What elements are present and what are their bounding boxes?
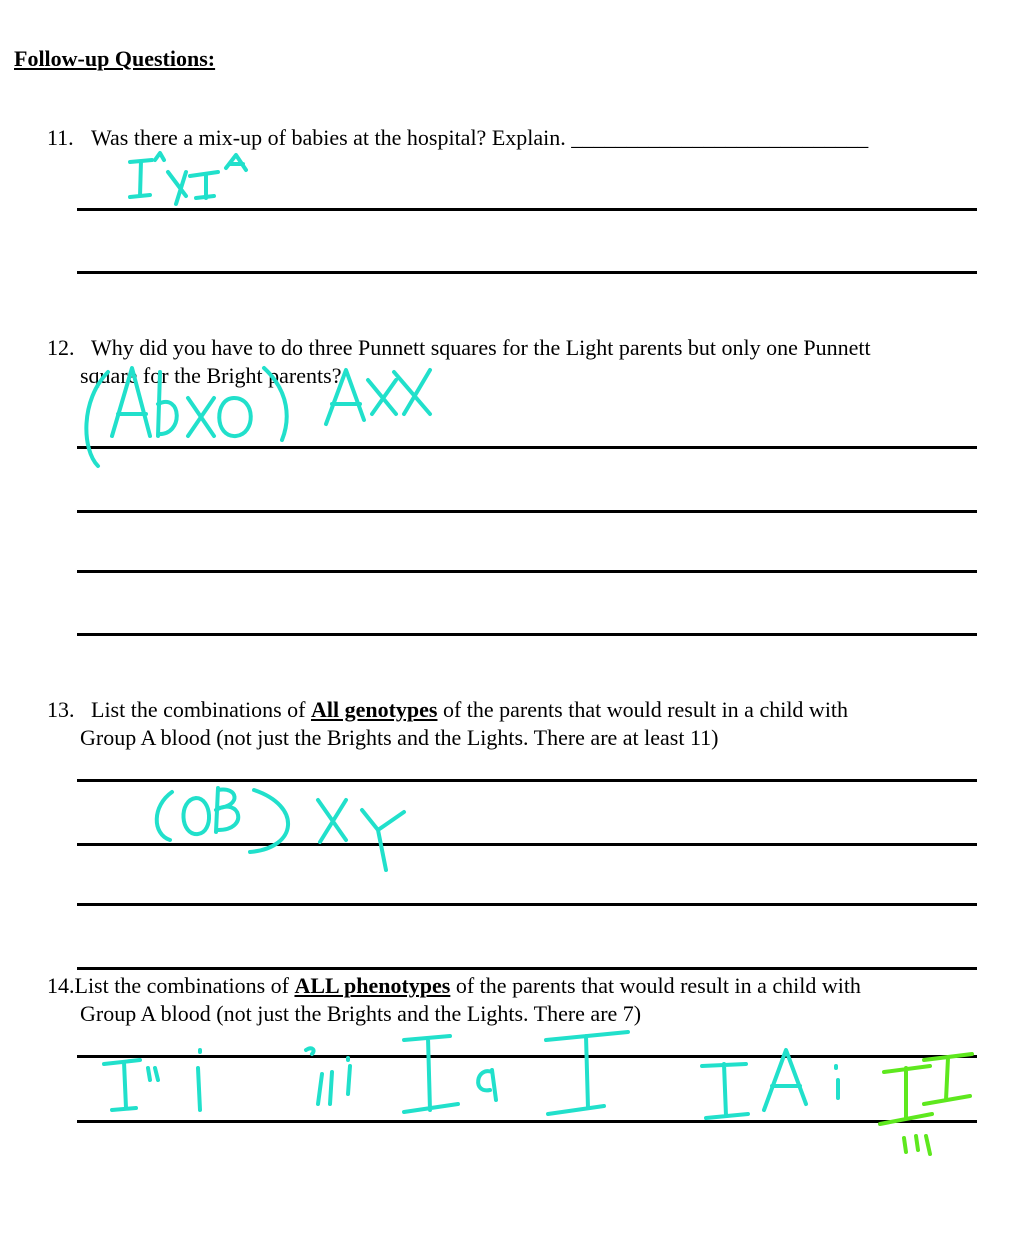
question-number: 14. (47, 973, 75, 998)
question-text-pre: List the combinations of (74, 973, 295, 998)
answer-line (77, 779, 977, 782)
question-text-line2: Group A blood (not just the Brights and the Lights. There are at least 11) (80, 725, 719, 750)
answer-line (77, 967, 977, 970)
answer-line (77, 633, 977, 636)
answer-line (77, 271, 977, 274)
question-13 (47, 696, 849, 750)
question-number: 13. (47, 697, 75, 722)
page-heading: Follow-up Questions: (14, 46, 216, 71)
question-text-post: of the parents that would result in a child with (450, 973, 861, 998)
question-12 (47, 334, 871, 388)
answer-line (77, 510, 977, 513)
answer-line (77, 1120, 977, 1123)
question-number: 11. (47, 125, 74, 150)
handwriting-q14-green (880, 1054, 972, 1154)
answer-line (77, 446, 977, 449)
question-14 (47, 972, 861, 1026)
question-text-line1: Why did you have to do three Punnett squares for the Light parents but only one Punnett (91, 335, 871, 360)
question-text-pre: List the combinations of (91, 697, 311, 722)
emphasis-all-genotypes: All genotypes (310, 697, 438, 722)
question-text-line2: square for the Bright parents? (80, 363, 342, 388)
emphasis-all-phenotypes: ALL phenotypes (294, 973, 451, 998)
answer-line (77, 1055, 977, 1058)
question-text: Was there a mix-up of babies at the hospital? Explain. ___________________________ (91, 125, 869, 150)
answer-line (77, 208, 977, 211)
answer-line (77, 843, 977, 846)
answer-line (77, 903, 977, 906)
question-11 (47, 124, 868, 152)
handwriting-q11 (130, 153, 246, 204)
answer-line (77, 570, 977, 573)
handwriting-q14 (104, 1032, 838, 1118)
question-text-line2: Group A blood (not just the Brights and the Lights. There are 7) (80, 1001, 642, 1026)
handwriting-q13 (157, 788, 404, 870)
question-text-post: of the parents that would result in a child with (437, 697, 849, 722)
question-number: 12. (47, 335, 75, 360)
